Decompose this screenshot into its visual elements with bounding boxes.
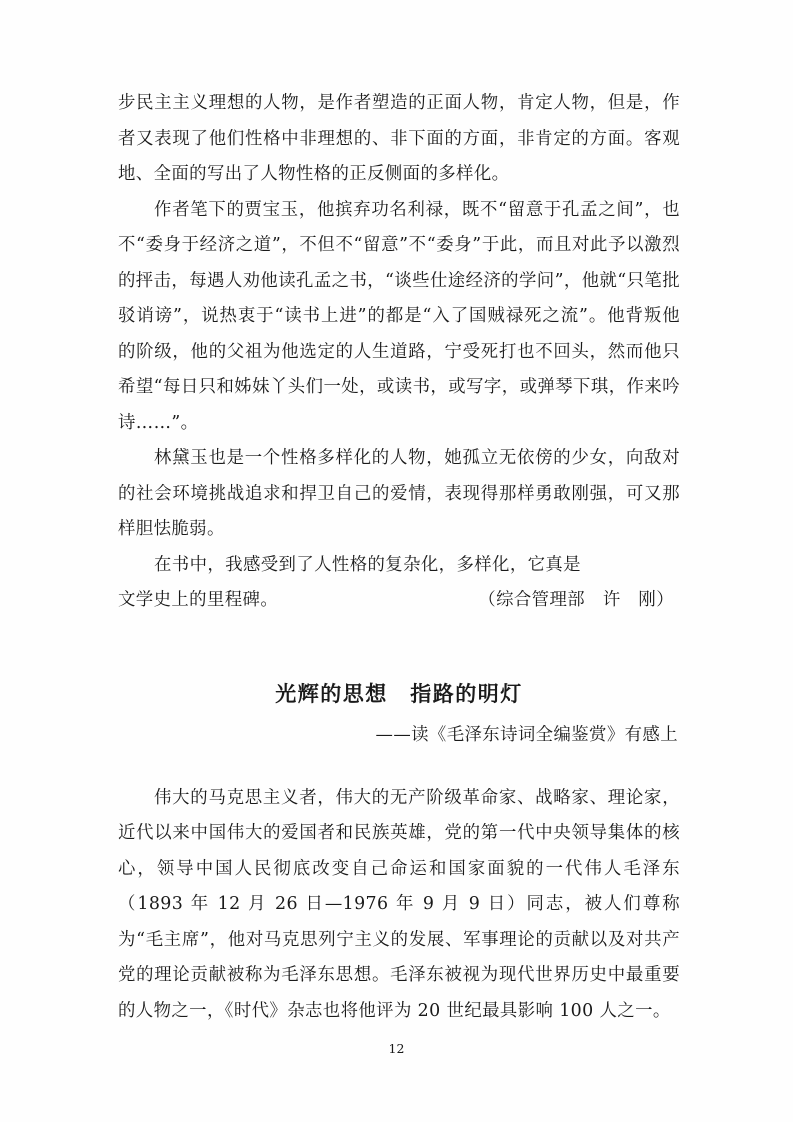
subtitle-gap [118, 751, 680, 781]
paragraph-3: 林黛玉也是一个性格多样化的人物，她孤立无依傍的少女，向敌对的社会环境挑战追求和捍卫自己的爱情，表现得那样勇敢刚强，可又那样胆怯脆弱。 [118, 448, 680, 539]
paragraph-4: 在书中，我感受到了人性格的复杂化，多样化，它真是 [154, 554, 581, 575]
page-number: 12 [388, 1041, 405, 1056]
closing-text: 文学史上的里程碑。 [118, 590, 279, 610]
author-credit: （综合管理部 许 刚） [478, 590, 674, 610]
section-two-paragraph-1: 伟大的马克思主义者，伟大的无产阶级革命家、战略家、理论家，近代以来中国伟大的爱国者和民族英雄，党的第一代中央领导集体的核心，领导中国人民彻底改变自己命运和国家面貌的一代伟人毛泽东（1893 年 12 月 26 日—1976 年 9 月 9 日）同志，被人们尊称为“毛主席”，他对马克思列宁主义的发展、军事理论的贡献以及对共产党的理论贡献被称为毛泽东思想。毛泽东被视为现代世界历史中最重要的人物之一，《时代》杂志也将他评为 20 世纪最具影响 100 人之一。 [118, 787, 680, 1021]
section-gap [118, 619, 680, 677]
article-title: 光辉的思想 指路的明灯 [275, 680, 523, 706]
article-subtitle: ——读《毛泽东诗词全编鉴赏》有感上 [375, 724, 678, 745]
page-content [118, 86, 680, 1029]
paragraph-2: 作者笔下的贾宝玉，他摈弃功名利禄，既不“留意于孔孟之间”，也不“委身于经济之道”，不但不“留意”不“委身”于此，而且对此予以激烈的抨击，每遇人劝他读孔孟之书，“谈些仕途经济的学问”，他就“只笔批驳诮谤”，说热衷于“读书上进”的都是“入了国贼禄死之流”。他背叛他的阶级，他的父祖为他选定的人生道路，宁受死打也不回头，然而他只希望“每日只和姊妹丫头们一处，或读书，或写字，或弹琴下琪，作来吟诗……”。 [118, 199, 680, 433]
paragraph-1: 步民主主义理想的人物，是作者塑造的正面人物，肯定人物，但是，作者又表现了他们性格中非理想的、非下面的方面，非肯定的方面。客观地、全面的写出了人物性格的正反侧面的多样化。 [118, 93, 680, 184]
closing-and-credit-line [118, 583, 680, 619]
